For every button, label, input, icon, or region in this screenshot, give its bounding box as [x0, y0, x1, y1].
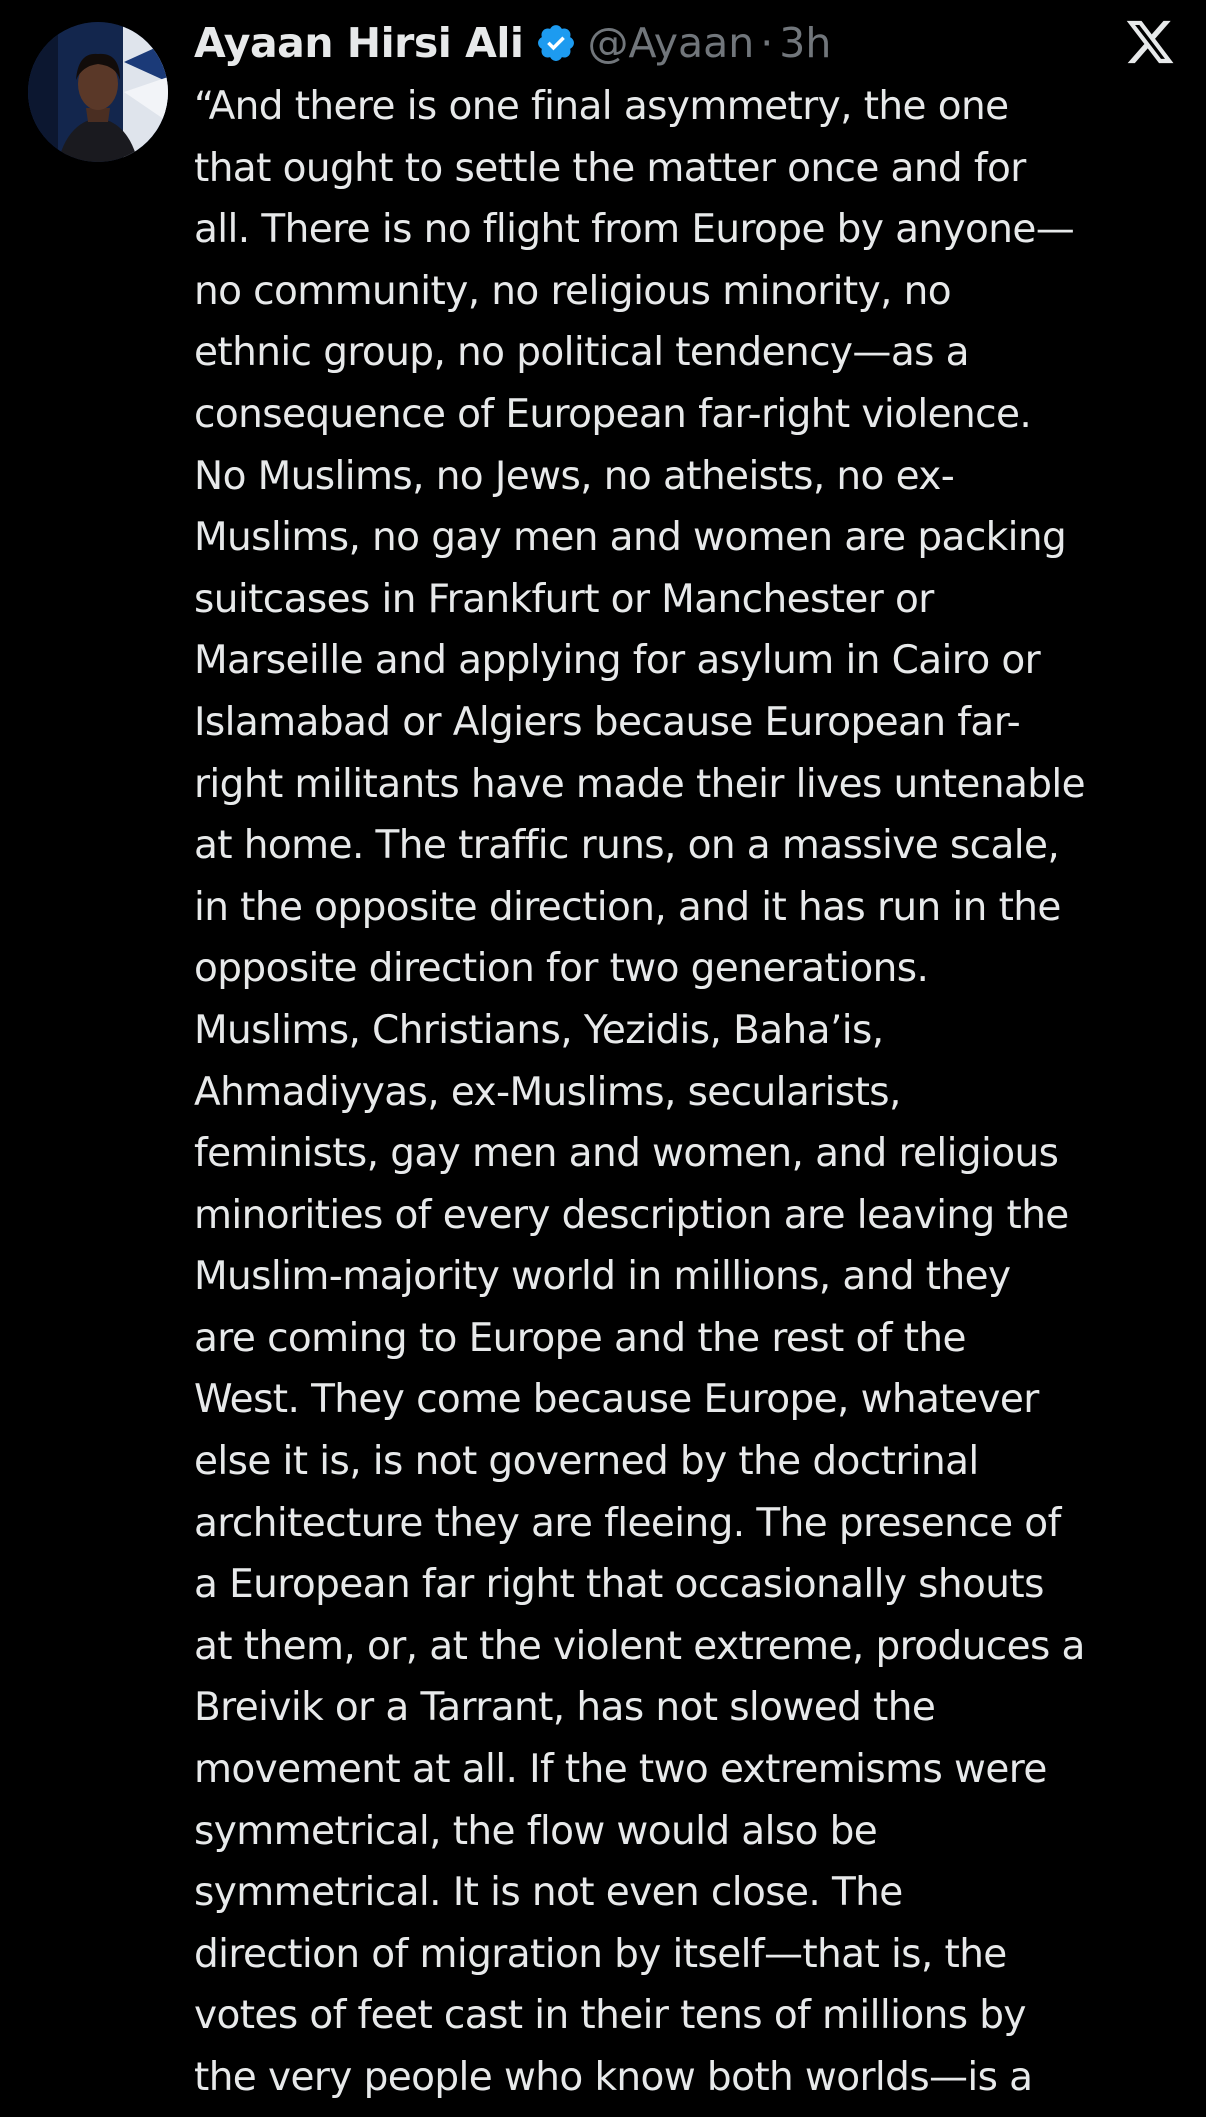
tweet-line: direction of migration by itself—that is, the [194, 1931, 1007, 1977]
tweet-line: right militants have made their lives untenable [194, 761, 1086, 807]
tweet-line: else it is, is not governed by the doctrinal [194, 1439, 979, 1485]
tweet-line: Muslim-majority world in millions, and they [194, 1254, 1011, 1300]
author-handle[interactable]: @Ayaan [587, 19, 755, 67]
avatar-image [28, 22, 168, 162]
verified-badge-icon [535, 22, 577, 64]
tweet-line: a European far right that occasionally shouts [194, 1562, 1044, 1608]
tweet-line: no community, no religious minority, no [194, 268, 952, 314]
tweet-line: votes of feet cast in their tens of millions by [194, 1993, 1026, 2039]
tweet-line: Islamabad or Algiers because European far- [194, 699, 1021, 745]
tweet-line: suitcases in Frankfurt or Manchester or [194, 576, 934, 622]
tweet-body [194, 76, 1184, 2109]
tweet-line: Ahmadiyyas, ex-Muslims, secularists, [194, 1069, 901, 1115]
tweet-line: Marseille and applying for asylum in Cairo or [194, 638, 1041, 684]
tweet-line: Breivik or a Tarrant, has not slowed the [194, 1685, 936, 1731]
tweet-line: opposite direction for two generations. [194, 946, 929, 992]
tweet-line: in the opposite direction, and it has run in the [194, 884, 1061, 930]
tweet-line: symmetrical. It is not even close. The [194, 1870, 903, 1916]
tweet-line: Muslims, no gay men and women are packing [194, 515, 1067, 561]
tweet-line: movement at all. If the two extremisms were [194, 1747, 1047, 1793]
author-display-name[interactable]: Ayaan Hirsi Ali [194, 19, 524, 67]
author-avatar[interactable] [28, 22, 168, 162]
tweet-line: “And there is one final asymmetry, the one [194, 84, 1009, 129]
tweet-line: at them, or, at the violent extreme, produces a [194, 1623, 1085, 1669]
tweet-line: feminists, gay men and women, and religious [194, 1131, 1059, 1177]
tweet-line: that ought to settle the matter once and for [194, 145, 1026, 191]
header-separator: · [760, 19, 774, 67]
tweet-header [194, 12, 831, 74]
tweet-line: ethnic group, no political tendency—as a [194, 330, 969, 376]
tweet-line: consequence of European far-right violence. [194, 391, 1032, 437]
tweet-line: minorities of every description are leaving the [194, 1192, 1069, 1238]
tweet-line: architecture they are fleeing. The presence of [194, 1500, 1061, 1546]
tweet-timestamp[interactable]: 3h [779, 19, 832, 67]
tweet-line: No Muslims, no Jews, no atheists, no ex- [194, 453, 955, 499]
tweet-line: West. They come because Europe, whatever [194, 1377, 1039, 1423]
x-logo-icon[interactable] [1124, 16, 1176, 68]
tweet-line: Muslims, Christians, Yezidis, Baha’is, [194, 1007, 884, 1053]
tweet-line: at home. The traffic runs, on a massive scale, [194, 823, 1060, 869]
tweet-line: the very people who know both worlds—is a [194, 2055, 1033, 2100]
tweet-line: are coming to Europe and the rest of the [194, 1315, 966, 1361]
tweet-line: symmetrical, the flow would also be [194, 1808, 878, 1854]
tweet-line: all. There is no flight from Europe by anyone— [194, 207, 1075, 253]
